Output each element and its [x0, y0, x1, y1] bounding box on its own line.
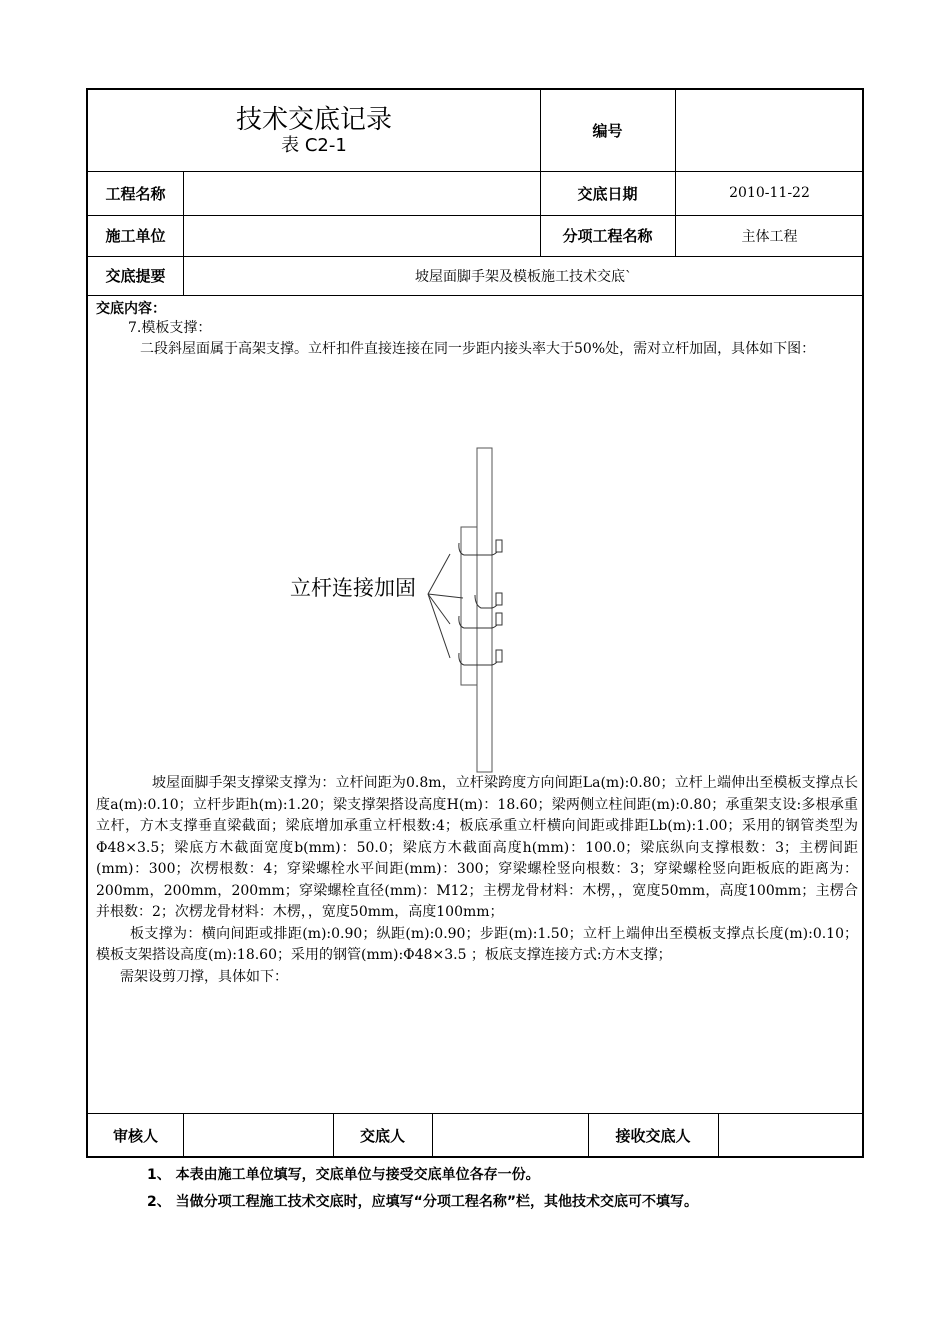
number-label: 编号 — [592, 122, 623, 140]
content-item-title: 7.模板支撑： — [128, 320, 212, 336]
discloser-field[interactable] — [432, 1113, 588, 1158]
discloser-label: 交底人 — [359, 1127, 405, 1145]
form-title-block — [88, 90, 540, 171]
leader-lines — [428, 554, 463, 658]
project-name-label: 工程名称 — [105, 184, 166, 203]
subproject-label: 分项工程名称 — [562, 227, 653, 245]
form-number: 表 C2-1 — [281, 134, 347, 156]
receiver-label: 接收交底人 — [615, 1127, 691, 1145]
number-field[interactable] — [675, 90, 864, 171]
content-heading: 交底内容： — [96, 301, 166, 317]
construction-unit-label: 施工单位 — [105, 227, 166, 245]
figure-label: 立杆连接加固 — [290, 576, 416, 600]
beam-support-params: 坡屋面脚手架支撑梁支撑为：立杆间距为0.8m，立杆梁跨度方向间距La(m):0.80；立杆上端伸出至模板支撑点长度a(m):0.10；立杆步距h(m):1.20；梁支撑架搭设高度H(m)：18.60；梁两侧立柱间距(m):0.80；承重架支设:多根承重立杆，方木支撑垂直梁截面；梁底增加承重立杆根数:4；板底承重立杆横向间距或排距Lb(m):1.00；采用的钢管类型为 Φ48×3.5；梁底方木截面宽度b(mm)：50.0；梁底方木截面高度h(mm)：100.0；梁底纵向支撑根数：3；主楞间距(mm)：300；次楞根数：4；穿梁螺栓水平间距(mm)：300；穿梁螺栓竖向根数：3；穿梁螺栓竖向距板底的距离为：200mm，200mm，200mm；穿梁螺栓直径(mm)：M12；主楞龙骨材料：木楞，，宽度50mm，高度100mm；主楞合并根数：2；次楞龙骨材料：木楞，，宽度50mm，高度100mm； — [96, 775, 858, 920]
date-label: 交底日期 — [577, 184, 638, 203]
disclosure-form — [86, 88, 864, 1158]
reviewer-label: 审核人 — [112, 1127, 158, 1145]
slab-support-params: 板支撑为：横向间距或排距(m):0.90；纵距(m):0.90；步距(m):1.50；立杆上端伸出至模板支撑点长度(m):0.10；模板支架搭设高度(m):18.60；采用的钢管(mm):Φ48×3.5 ；板底支撑连接方式:方木支撑； — [96, 925, 858, 963]
summary-label: 交底提要 — [105, 267, 166, 285]
pole-reinforcement-diagram — [278, 440, 518, 775]
reviewer-field[interactable] — [183, 1113, 333, 1158]
reinforcing-pole — [461, 527, 477, 685]
footnote-2: 2、 当做分项工程施工技术交底时，应填写“分项工程名称”栏，其他技术交底可不填写。 — [147, 1194, 699, 1210]
summary-field[interactable]: 坡屋面脚手架及模板施工技术交底` — [415, 268, 632, 285]
subproject-field[interactable]: 主体工程 — [741, 228, 798, 245]
technical-parameters — [96, 773, 858, 988]
footnote-1: 1、 本表由施工单位填写，交底单位与接受交底单位各存一份。 — [147, 1167, 540, 1183]
form-title: 技术交底记录 — [235, 104, 392, 135]
row-divider — [88, 295, 862, 296]
bracing-note: 需架设剪刀撑，具体如下： — [120, 968, 288, 985]
disclosure-content — [96, 300, 856, 360]
main-pole — [477, 448, 492, 772]
receiver-field[interactable] — [718, 1113, 864, 1158]
construction-unit-field[interactable] — [183, 215, 540, 256]
project-name-field[interactable] — [183, 171, 540, 215]
content-intro: 二段斜屋面属于高架支撑。立杆扣件直接连接在同一步距内接头率大于50%处，需对立杆加固，具体如下图： — [140, 341, 816, 357]
date-field[interactable]: 2010-11-22 — [729, 185, 810, 201]
